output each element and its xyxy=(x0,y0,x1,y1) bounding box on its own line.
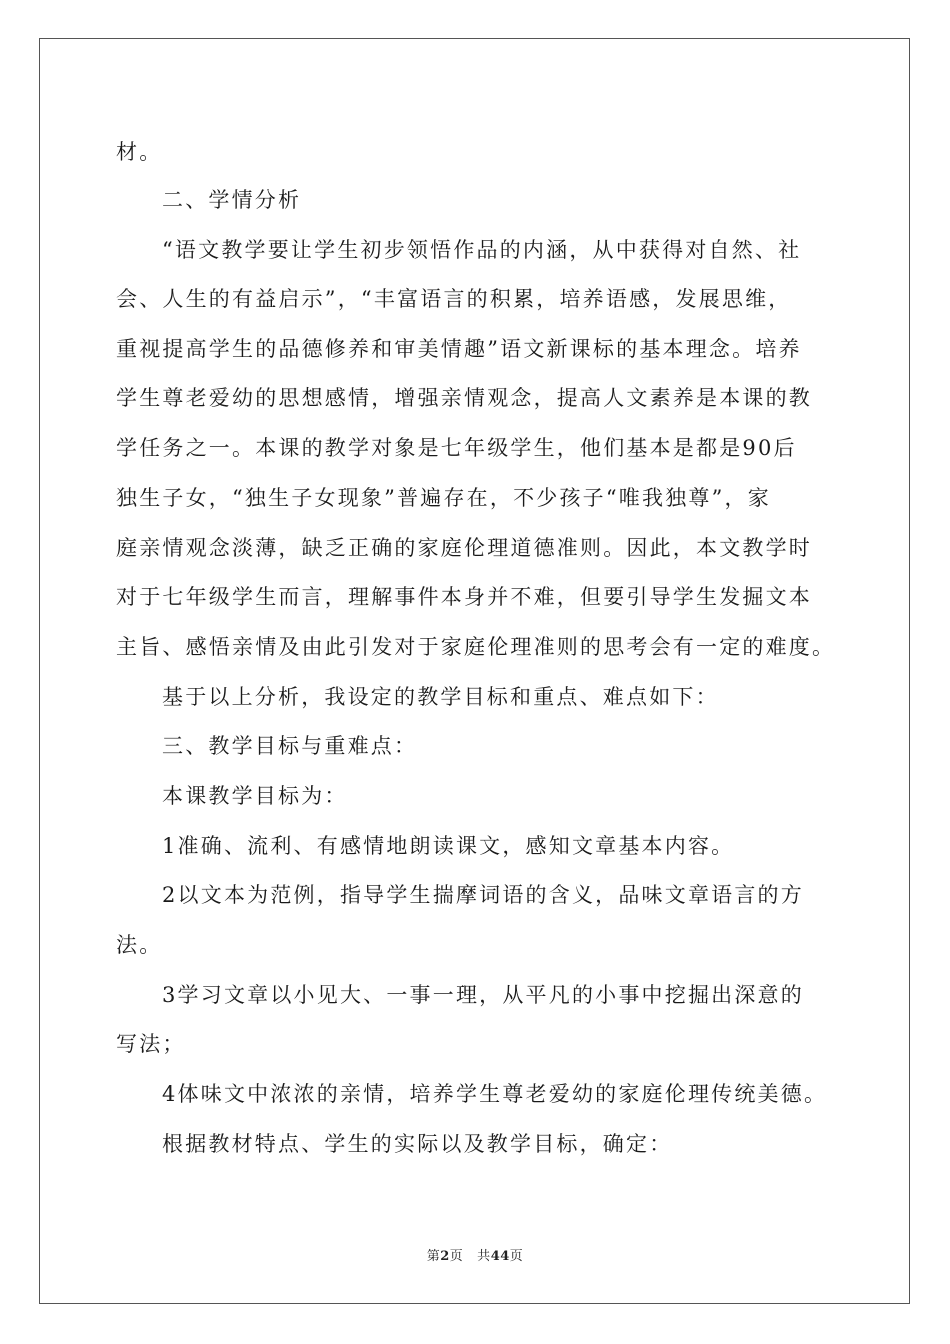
text-line: 主旨、感悟亲情及由此引发对于家庭伦理准则的思考会有一定的难度。 xyxy=(116,635,836,659)
footer-page-number: 2 xyxy=(440,1249,450,1264)
text-line: 会、人生的有益启示”，“丰富语言的积累，培养语感，发展思维， xyxy=(116,287,792,311)
footer-prefix: 第 xyxy=(426,1249,441,1264)
text-line: 材。 xyxy=(116,140,163,164)
footer-total-suffix: 页 xyxy=(509,1249,524,1264)
goal-item-2: 2以文本为范例，指导学生揣摩词语的含义，品味文章语言的方 xyxy=(162,883,804,907)
goal-item-4: 4体味文中浓浓的亲情，培养学生尊老爱幼的家庭伦理传统美德。 xyxy=(162,1082,828,1106)
page-border xyxy=(39,38,910,1304)
text-line: 独生子女，“独生子女现象”普遍存在，不少孩子“唯我独尊”，家 xyxy=(116,486,771,510)
footer-total-pages: 44 xyxy=(490,1249,510,1264)
text-line: “语文教学要让学生初步领悟作品的内涵，从中获得对自然、社 xyxy=(162,238,802,262)
text-line: 根据教材特点、学生的实际以及教学目标，确定： xyxy=(162,1132,673,1156)
footer-page-suffix: 页 xyxy=(449,1249,464,1264)
text-line: 本课教学目标为： xyxy=(162,784,348,808)
goal-item-3-cont: 写法； xyxy=(116,1032,186,1056)
text-line: 学任务之一。本课的教学对象是七年级学生，他们基本是都是90后 xyxy=(116,436,797,460)
page-footer xyxy=(0,1245,950,1264)
text-line: 庭亲情观念淡薄，缺乏正确的家庭伦理道德准则。因此，本文教学时 xyxy=(116,536,812,560)
text-line: 对于七年级学生而言，理解事件本身并不难，但要引导学生发掘文本 xyxy=(116,585,812,609)
text-line: 重视提高学生的品德修养和审美情趣”语文新课标的基本理念。培养 xyxy=(116,337,802,361)
section-heading-student-analysis: 二、学情分析 xyxy=(162,188,302,212)
goal-item-2-cont: 法。 xyxy=(116,933,163,957)
section-heading-teaching-goals: 三、教学目标与重难点： xyxy=(162,734,418,758)
goal-item-1: 1准确、流利、有感情地朗读课文，感知文章基本内容。 xyxy=(162,834,735,858)
footer-total-prefix: 共 xyxy=(477,1249,491,1264)
text-line: 基于以上分析，我设定的教学目标和重点、难点如下： xyxy=(162,685,719,709)
text-line: 学生尊老爱幼的思想感情，增强亲情观念，提高人文素养是本课的教 xyxy=(116,386,812,410)
goal-item-3: 3学习文章以小见大、一事一理，从平凡的小事中挖掘出深意的 xyxy=(162,983,804,1007)
